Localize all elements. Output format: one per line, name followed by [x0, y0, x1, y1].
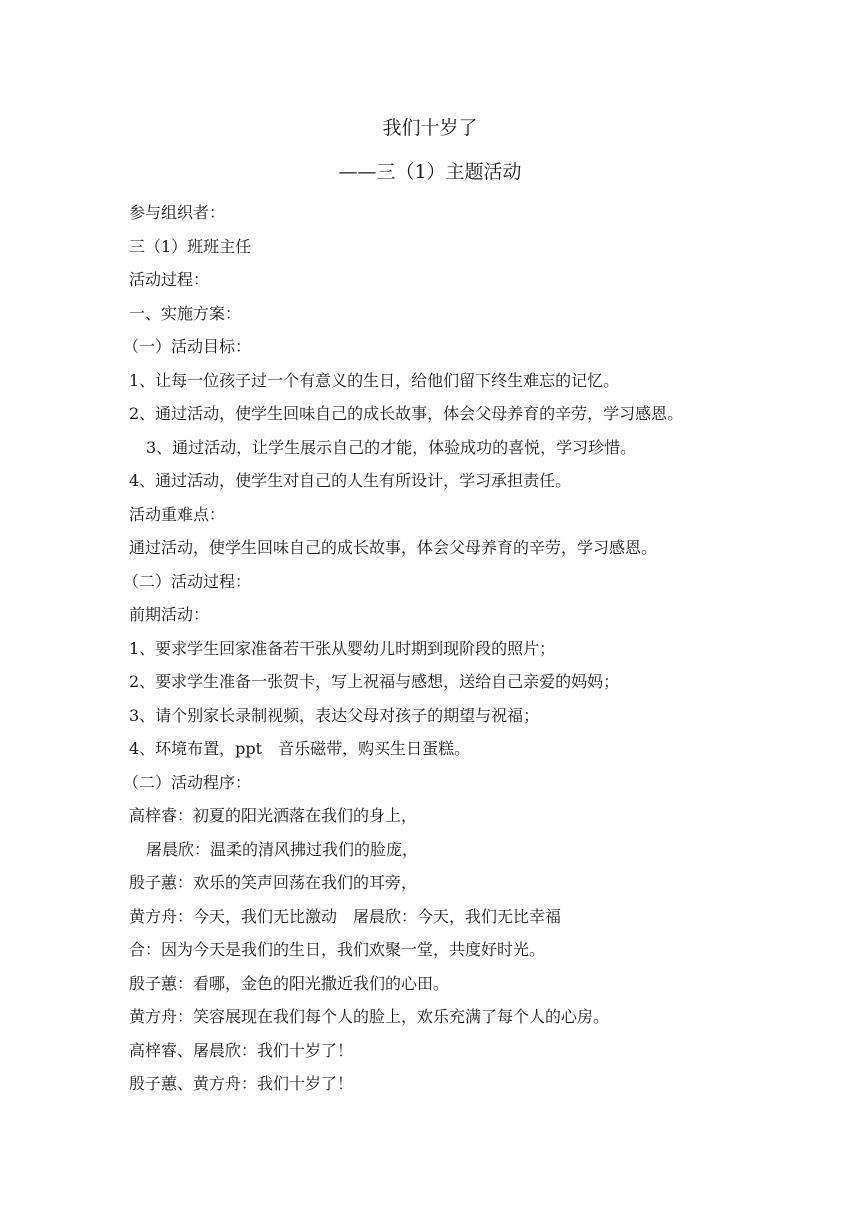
subsection-heading-process: （二）活动过程：: [123, 571, 252, 591]
organizer-value: 三（1）班班主任: [129, 236, 252, 256]
script-line: 高梓睿、屠晨欣：我们十岁了！: [129, 1040, 354, 1060]
key-points-heading: 活动重难点：: [129, 504, 226, 524]
script-line: 黄方舟：今天，我们无比激动 屠晨欣：今天，我们无比幸福: [129, 906, 562, 926]
script-line: 黄方舟：笑容展现在我们每个人的脸上，欢乐充满了每个人的心房。: [129, 1007, 610, 1026]
preparation-heading: 前期活动：: [129, 605, 210, 624]
section-heading-plan: 一、实施方案：: [129, 303, 242, 323]
document-subtitle: ——三（1）主题活动: [338, 161, 522, 183]
preparation-item: 2、要求学生准备一张贺卡，写上祝福与感想，送给自己亲爱的妈妈；: [129, 672, 620, 691]
script-line: 合：因为今天是我们的生日，我们欢聚一堂，共度好时光。: [129, 940, 546, 959]
organizer-heading: 参与组织者：: [129, 203, 226, 222]
process-heading: 活动过程：: [129, 270, 210, 289]
script-line: 殷子蕙：欢乐的笑声回荡在我们的耳旁，: [129, 873, 418, 892]
document-title: 我们十岁了: [382, 117, 478, 139]
goal-item: 1、让每一位孩子过一个有意义的生日，给他们留下终生难忘的记忆。: [129, 370, 620, 390]
goal-item: 3、通过活动，让学生展示自己的才能，体验成功的喜悦，学习珍惜。: [146, 437, 637, 457]
script-line: 殷子蕙：看哪，金色的阳光撒近我们的心田。: [129, 973, 450, 993]
key-points-text: 通过活动，使学生回味自己的成长故事，体会父母养育的辛劳，学习感恩。: [129, 538, 658, 557]
script-line: 屠晨欣：温柔的清风拂过我们的脸庞，: [146, 839, 419, 859]
document-body: [123, 201, 829, 1106]
script-line: 殷子蕙、黄方舟：我们十岁了！: [129, 1074, 354, 1093]
subsection-heading-program: （二）活动程序：: [123, 772, 252, 792]
preparation-item: 3、请个别家长录制视频，表达父母对孩子的期望与祝福；: [129, 705, 540, 725]
goal-item: 2、通过活动，使学生回味自己的成长故事，体会父母养育的辛劳，学习感恩。: [129, 404, 684, 423]
preparation-item: 1、要求学生回家准备若干张从婴幼儿时期到现阶段的照片；: [129, 638, 556, 658]
script-line: 高梓睿：初夏的阳光洒落在我们的身上，: [129, 806, 418, 825]
subsection-heading-goals: （一）活动目标：: [123, 337, 252, 356]
goal-item: 4、通过活动，使学生对自己的人生有所设计，学习承担责任。: [129, 471, 572, 490]
preparation-item: 4、环境布置，ppt 音乐磁带，购买生日蛋糕。: [129, 739, 471, 758]
